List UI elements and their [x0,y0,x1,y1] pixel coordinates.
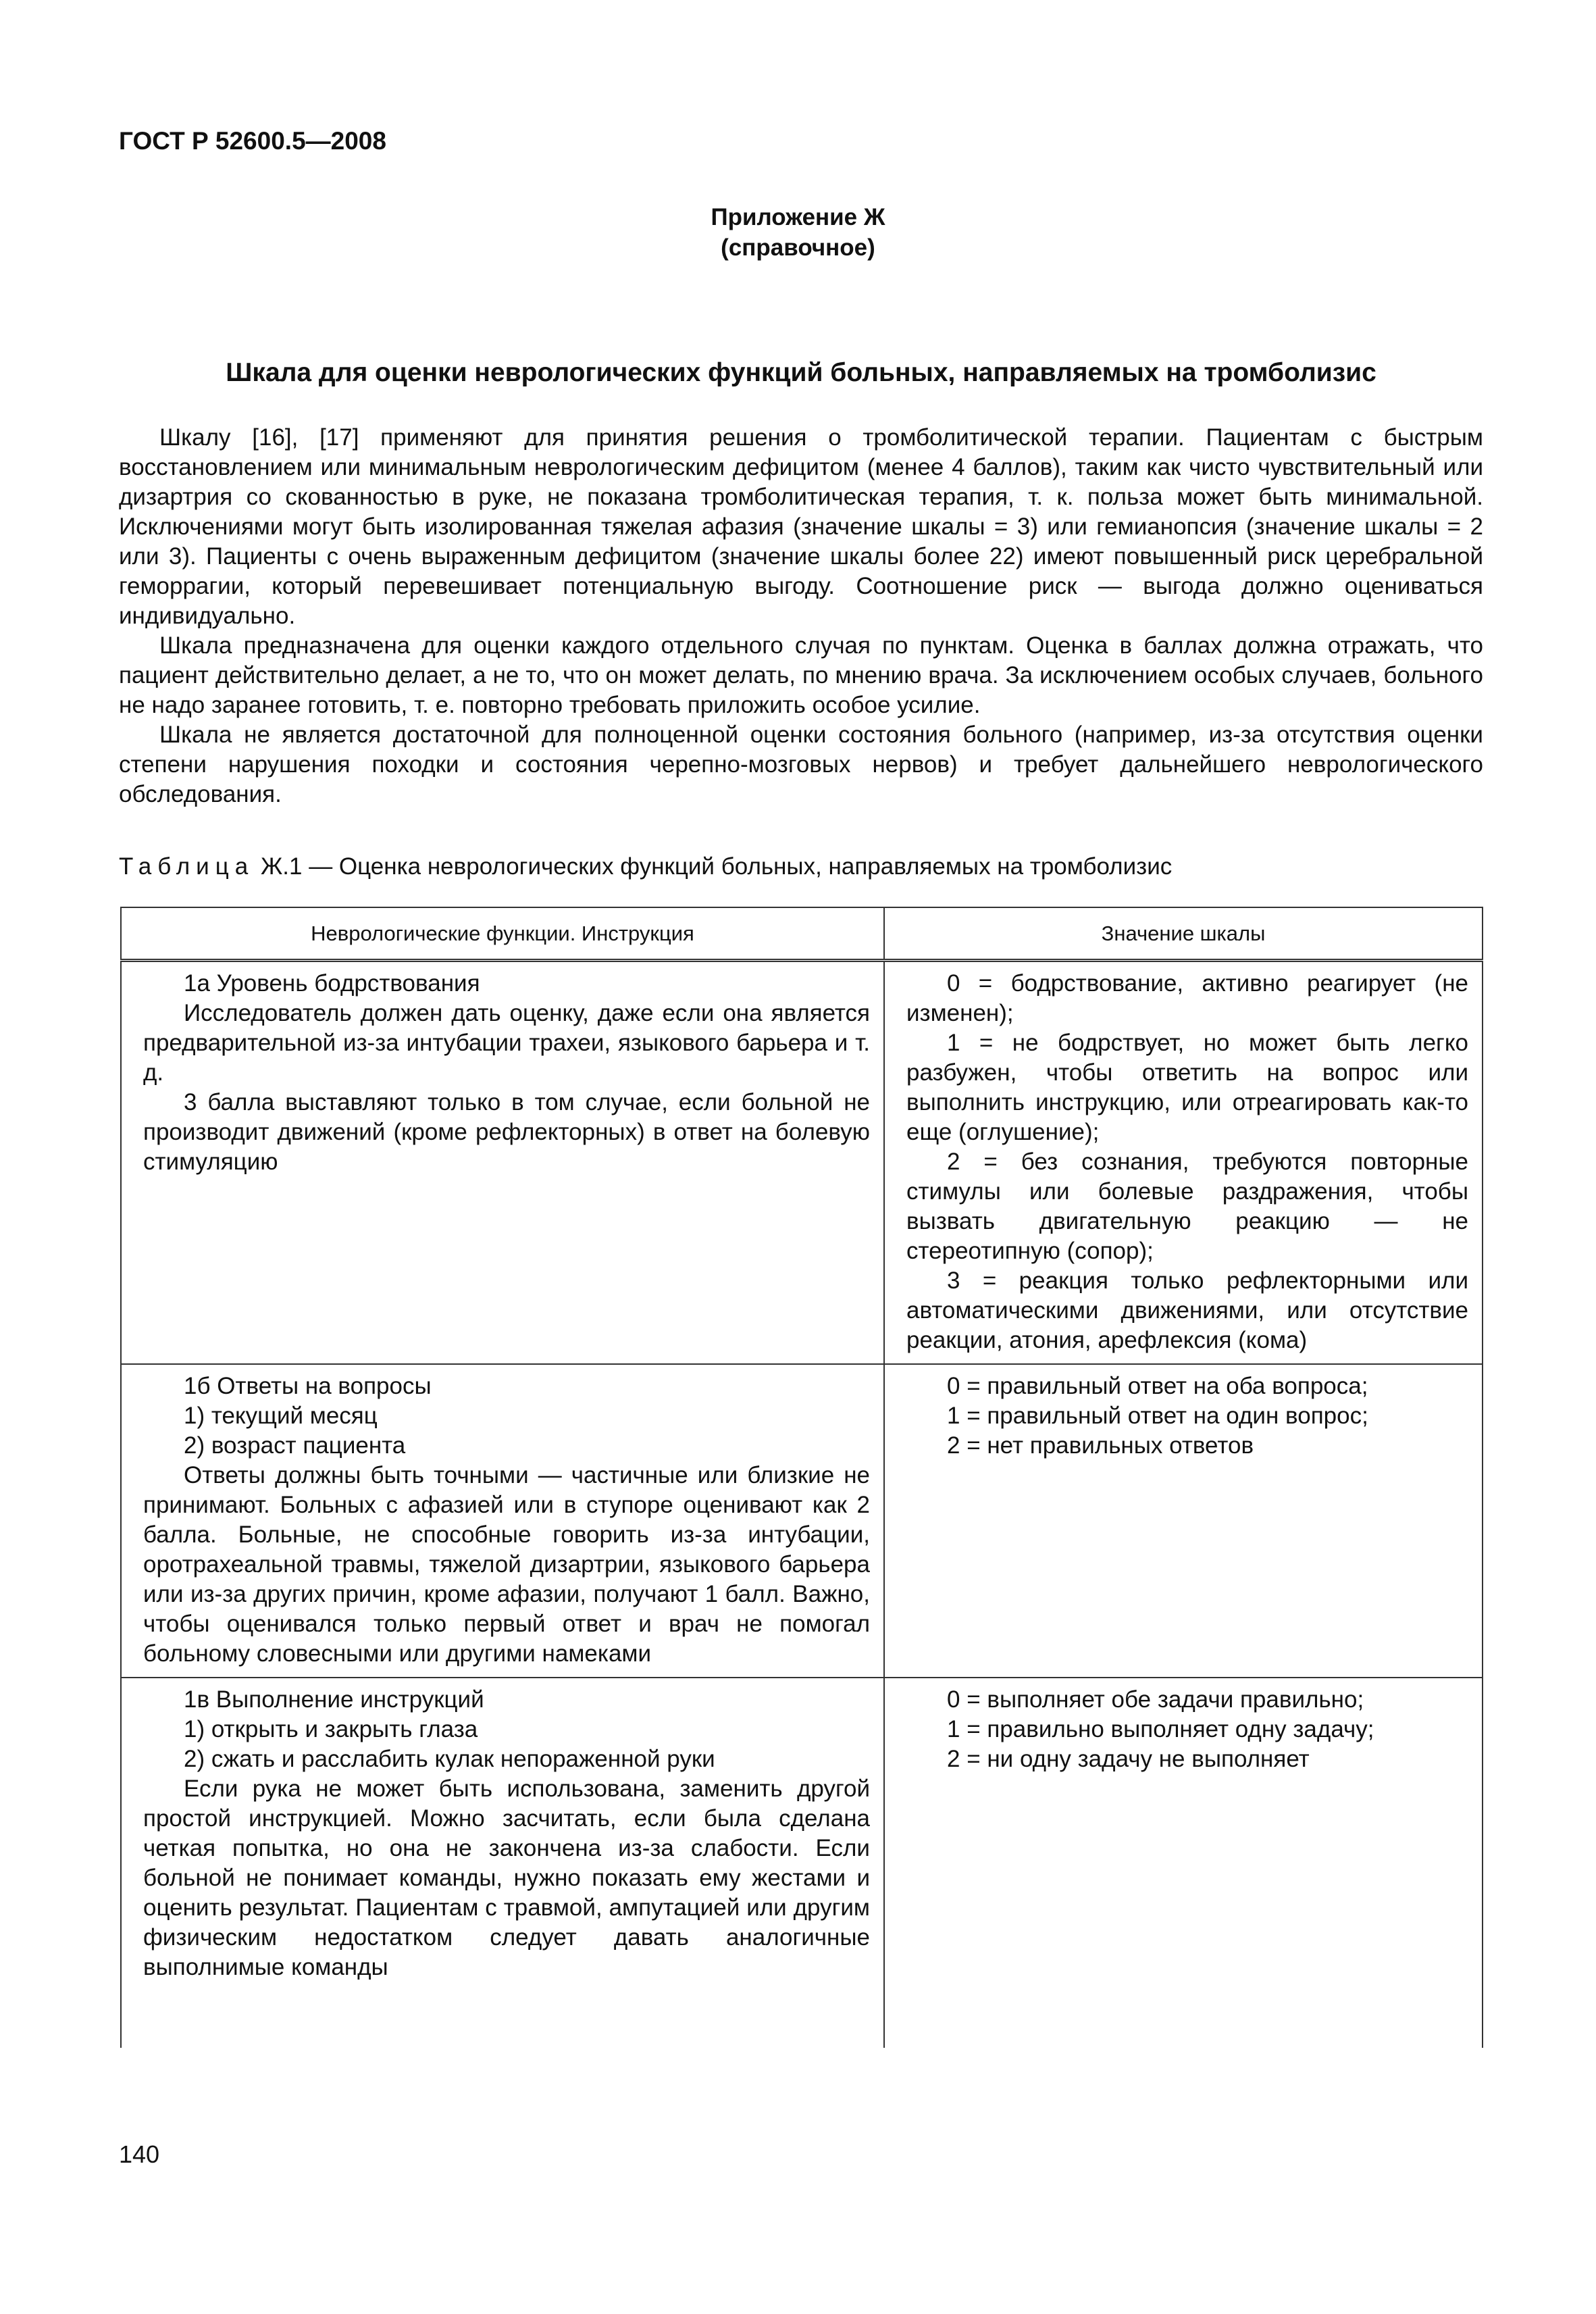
cell-line: 1) текущий месяц [184,1403,378,1429]
cell-line: Ответы должны быть точными — частичные или близкие не принимают. Больных с афазией или в ступоре оценивают как 2 балла. Больные, не способные говорить из-за интубации, оротрахеальной травмы, тяжелой дизартрии, языкового барьера или из-за других причин, кроме афазии, получают 1 балл. Важно, чтобы оценивался только первый ответ и врач не помогал больному словесными или другими намеками [143,1462,870,1667]
table-caption-label: Таблица [119,853,255,880]
cell-line: 1 = правильный ответ на один вопрос; [947,1403,1368,1429]
table-row [121,1678,1483,2048]
page-number: 140 [119,2140,160,2168]
cell-line: 1б Ответы на вопросы [184,1373,432,1399]
cell-line: 0 = бодрствование, активно реагирует (не изменен); [906,970,1468,1026]
table-row [121,961,1483,1365]
function-cell [121,961,884,1365]
cell-line: 1) открыть и закрыть глаза [184,1716,478,1742]
cell-line: 0 = выполняет обе задачи правильно; [947,1686,1364,1713]
cell-line: 1 = не бодрствует, но может быть легко разбужен, чтобы ответить на вопрос или выполнить инструкцию, или отреагировать как-то еще (оглушение); [906,1030,1468,1145]
appendix-title: Шкала для оценки неврологических функций больных, направляемых на тромболизис [226,358,1376,387]
appendix-type: (справочное) [721,234,875,261]
intro-paragraph: Шкалу [16], [17] применяют для принятия решения о тромболитической терапии. Пациентам с быстрым восстановлением или минимальным неврологическим дефицитом (менее 4 баллов), таким как чисто чувствительный или дизартрия со скованностью в руке, не показана тромболитическая терапия, т. к. польза может быть минимальной. Исключениями могут быть изолированная тяжелая афазия (значение шкалы = 3) или гемианопсия (значение шкалы = 2 или 3). Пациенты с очень выраженным дефицитом (значение шкалы более 22) имеют повышенный риск церебральной геморрагии, который перевешивает потенциальную выгоду. Соотношение риск — выгода должно оцениваться индивидуально. [119,424,1483,629]
cell-line: 2 = нет правильных ответов [947,1432,1254,1459]
table-caption-text: Ж.1 — Оценка неврологических функций больных, направляемых на тромболизис [254,853,1173,880]
neuro-assessment-table [120,907,1483,2048]
table-header-row [121,907,1483,961]
column-header-functions: Неврологические функции. Инструкция [121,907,884,961]
intro-paragraph: Шкала предназначена для оценки каждого отдельного случая по пунктам. Оценка в баллах должна отражать, что пациент действительно делает, а не то, что он может делать, по мнению врача. За исключением особых случаев, больного не надо заранее готовить, т. е. повторно требовать приложить особое усилие. [119,632,1483,718]
cell-line: 1в Выполнение инструкций [184,1686,484,1713]
cell-line: 2) сжать и расслабить кулак непораженной руки [184,1746,715,1772]
cell-line: 1 = правильно выполняет одну задачу; [947,1716,1374,1742]
score-cell [884,1678,1483,2048]
score-cell [884,1364,1483,1678]
function-cell [121,1364,884,1678]
table-caption [119,853,1172,880]
cell-line: Исследователь должен дать оценку, даже если она является предварительной из-за интубации трахеи, языкового барьера и т. д. [143,1000,870,1086]
intro-paragraph: Шкала не является достаточной для полноценной оценки состояния больного (например, из-за отсутствия оценки степени нарушения походки и состояния черепно-мозговых нервов) и требует дальнейшего неврологического обследования. [119,722,1483,807]
cell-line: Если рука не может быть использована, заменить другой простой инструкцией. Можно засчитать, если была сделана четкая попытка, но она не закончена из-за слабости. Если больной не понимает команды, нужно показать ему жестами и оценить результат. Пациентам с травмой, ампутацией или другим физическим недостатком следует давать аналогичные выполнимые команды [143,1776,870,1980]
cell-line: 1а Уровень бодрствования [184,970,480,997]
standard-header: ГОСТ Р 52600.5—2008 [119,127,386,155]
score-cell [884,961,1483,1365]
cell-line: 2) возраст пациента [184,1432,406,1459]
table-row [121,1364,1483,1678]
cell-line: 0 = правильный ответ на оба вопроса; [947,1373,1368,1399]
column-header-score: Значение шкалы [884,907,1483,961]
cell-line: 3 = реакция только рефлекторными или автоматическими движениями, или отсутствие реакции, атония, арефлексия (кома) [906,1267,1468,1353]
cell-line: 3 балла выставляют только в том случае, если больной не производит движений (кроме рефлекторных) в ответ на болевую стимуляцию [143,1089,870,1175]
cell-line: 2 = без сознания, требуются повторные стимулы или болевые раздражения, чтобы вызвать двигательную реакцию — не стереотипную (сопор); [906,1149,1468,1264]
cell-line: 2 = ни одну задачу не выполняет [947,1746,1310,1772]
appendix-name: Приложение Ж [711,204,885,230]
function-cell [121,1678,884,2048]
intro-text [119,423,1483,809]
